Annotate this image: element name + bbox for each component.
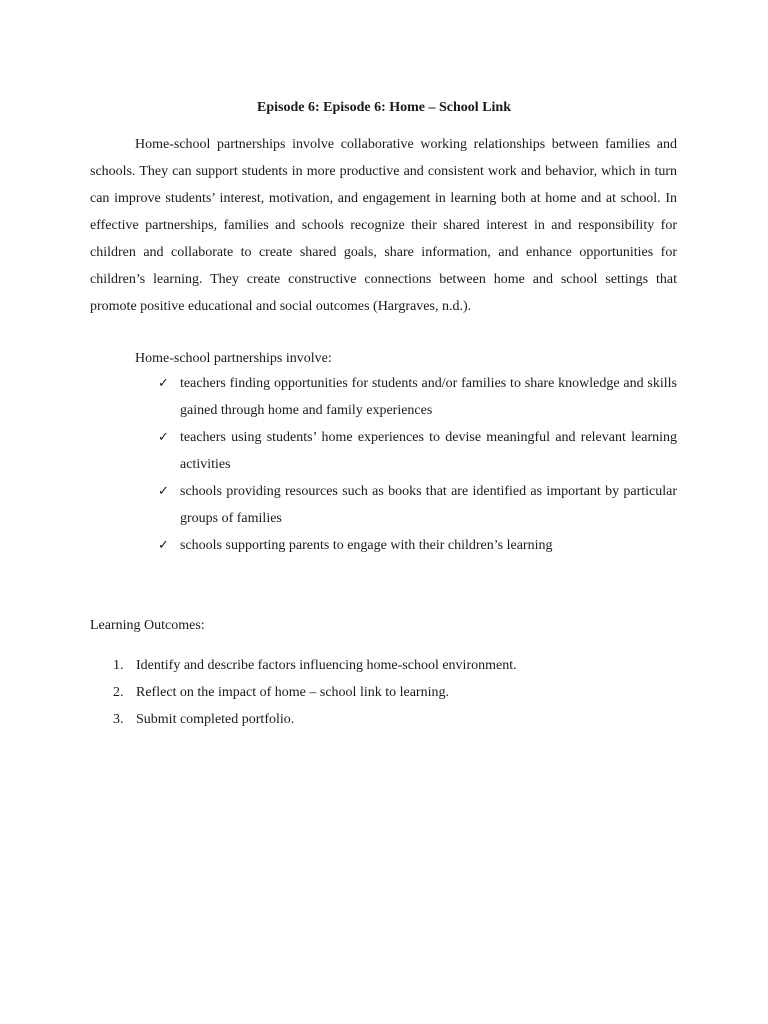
- list-number: 1.: [113, 658, 124, 673]
- list-item: [158, 370, 677, 424]
- list-item-text: Submit completed portfolio.: [136, 712, 295, 727]
- learning-outcomes-list: [113, 652, 673, 733]
- partnerships-checklist: [158, 370, 677, 559]
- intro-paragraph: Home-school partnerships involve collaborative working relationships between families and schools. They can support students in more productive and consistent work and behavior, which in turn can improve students’ interest, motivation, and engagement in learning both at home and at school. In effective partnerships, families and schools recognize their shared interest in and responsibility for children and collaborate to create shared goals, share information, and enhance opportunities for children’s learning. They create constructive connections between home and school settings that promote positive educational and social outcomes (Hargraves, n.d.).: [90, 137, 677, 314]
- list-item: [113, 679, 673, 706]
- list-item: [158, 532, 677, 559]
- list-item-text: schools supporting parents to engage with their children’s learning: [180, 538, 553, 553]
- list-item: [158, 478, 677, 532]
- list-item-text: teachers finding opportunities for students and/or families to share knowledge and skills gained through home and family experiences: [180, 376, 677, 418]
- list-item: [158, 424, 677, 478]
- checkmark-icon: ✓: [158, 484, 169, 499]
- list-number: 2.: [113, 685, 124, 700]
- partnerships-lead: Home-school partnerships involve:: [135, 351, 332, 366]
- checkmark-icon: ✓: [158, 538, 169, 553]
- checkmark-icon: ✓: [158, 430, 169, 445]
- list-item-text: schools providing resources such as books that are identified as important by particular groups of families: [180, 484, 677, 526]
- learning-outcomes-label: Learning Outcomes:: [90, 618, 205, 633]
- checkmark-icon: ✓: [158, 376, 169, 391]
- list-item-text: Reflect on the impact of home – school link to learning.: [136, 685, 449, 700]
- list-item-text: teachers using students’ home experiences to devise meaningful and relevant learning activities: [180, 430, 677, 472]
- list-item-text: Identify and describe factors influencing home-school environment.: [136, 658, 517, 673]
- list-item: [113, 706, 673, 733]
- episode-title: Episode 6: Episode 6: Home – School Link: [257, 100, 511, 115]
- list-item: [113, 652, 673, 679]
- list-number: 3.: [113, 712, 124, 727]
